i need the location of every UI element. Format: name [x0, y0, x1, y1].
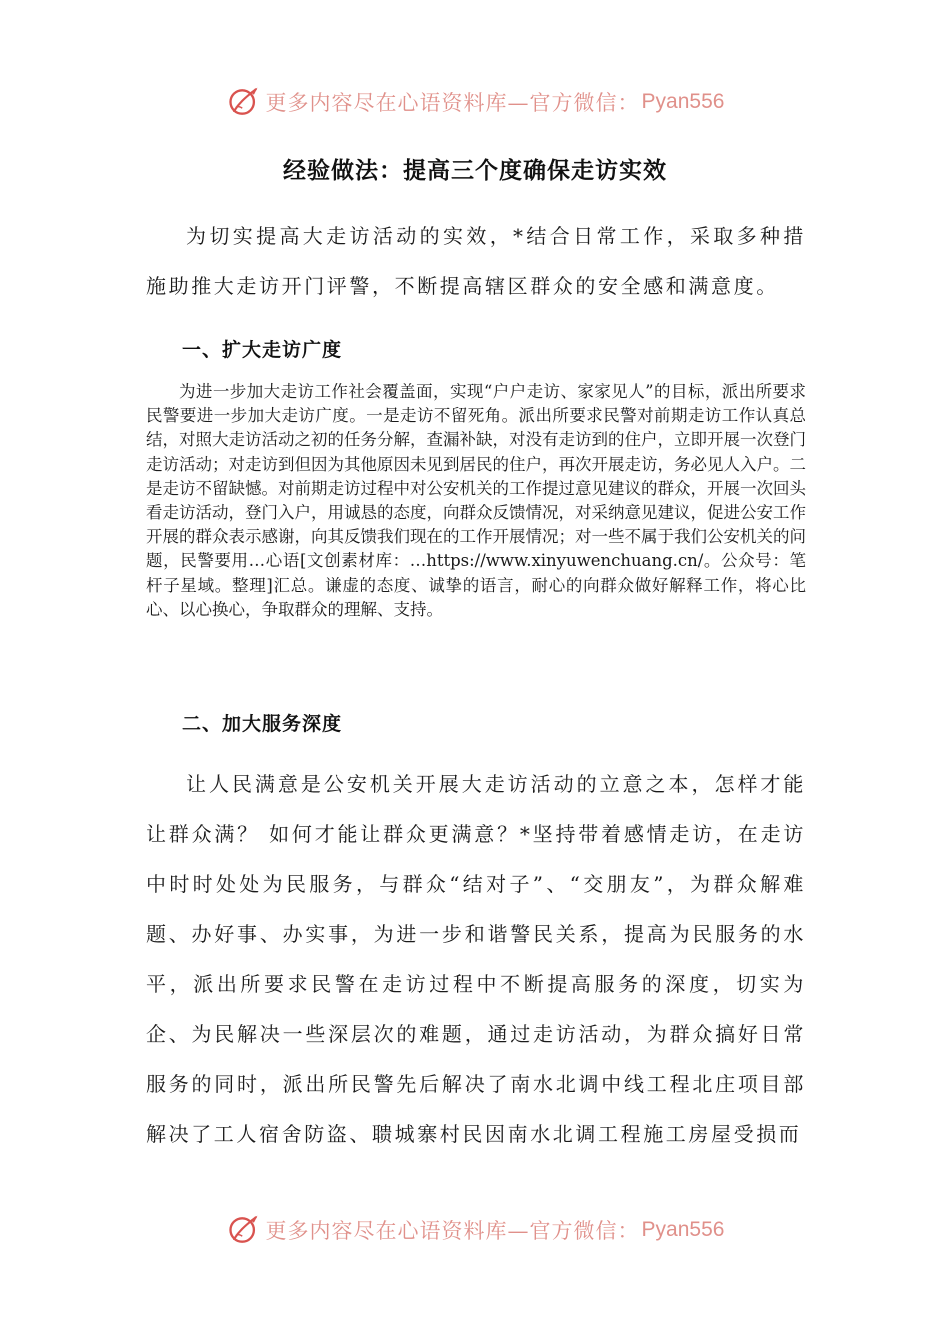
watermark-wechat-id: Pyan556: [641, 1218, 725, 1241]
pen-logo-icon: [226, 84, 262, 120]
pen-logo-icon: [226, 1212, 262, 1248]
header-watermark-banner: [0, 82, 950, 122]
section-1-paragraph: 为进一步加大走访工作社会覆盖面，实现“户户走访、家家见人”的目标，派出所要求民警要进一步加大走访广度。一是走访不留死角。派出所要求民警对前期走访工作认真总结，对照大走访活动之初的任务分解，查漏补缺，对没有走访到的住户，立即开展一次登门走访活动；对走访到但因为其他原因未见到居民的住户，再次开展走访，务必见人入户。二是走访不留缺憾。对前期走访过程中对公安机关的工作提过意见建议的群众，开展一次回头看走访活动，登门入户，用诚恳的态度，向群众反馈情况，对采纳意见建议，促进公安工作开展的群众表示感谢，向其反馈我们现在的工作开展情况；对一些不属于我们公安机关的问题，民警要用…心语[文创素材库：…https://www.xinyuwenchuang.cn/。公众号：笔杆子星域。整理]汇总。谦虚的态度、诚挚的语言，耐心的向群众做好解释工作，将心比心、以心换心，争取群众的理解、支持。: [146, 382, 806, 619]
page-title: 经验做法：提高三个度确保走访实效: [283, 157, 667, 184]
section-2-paragraph: 让人民满意是公安机关开展大走访活动的立意之本，怎样才能让群众满？ 如何才能让群众更满意？*坚持带着感情走访，在走访中时时处处为民服务，与群众“结对子”、“交朋友”，为群众解难题、办好事、办实事，为进一步和谐警民关系，提高为民服务的水平，派出所要求民警在走访过程中不断提高服务的深度，切实为企、为民解决一些深层次的难题，通过走访活动，为群众搞好日常服务的同时，派出所民警先后解决了南水北调中线工程北庄项目部解决了工人宿舍防盗、聩城寨村民因南水北调工程施工房屋受损而: [146, 772, 806, 1146]
watermark-wechat-id: Pyan556: [641, 90, 725, 113]
intro-paragraph: 为切实提高大走访活动的实效，*结合日常工作，采取多种措施助推大走访开门评警，不断提高辖区群众的安全感和满意度。: [146, 224, 806, 298]
footer-watermark-banner: [0, 1210, 950, 1250]
watermark-text: 更多内容尽在心语资料库—官方微信：: [265, 1219, 640, 1243]
section-heading-1: 一、扩大走访广度: [182, 339, 343, 361]
watermark-text: 更多内容尽在心语资料库—官方微信：: [265, 91, 640, 115]
section-heading-2: 二、加大服务深度: [182, 713, 343, 735]
